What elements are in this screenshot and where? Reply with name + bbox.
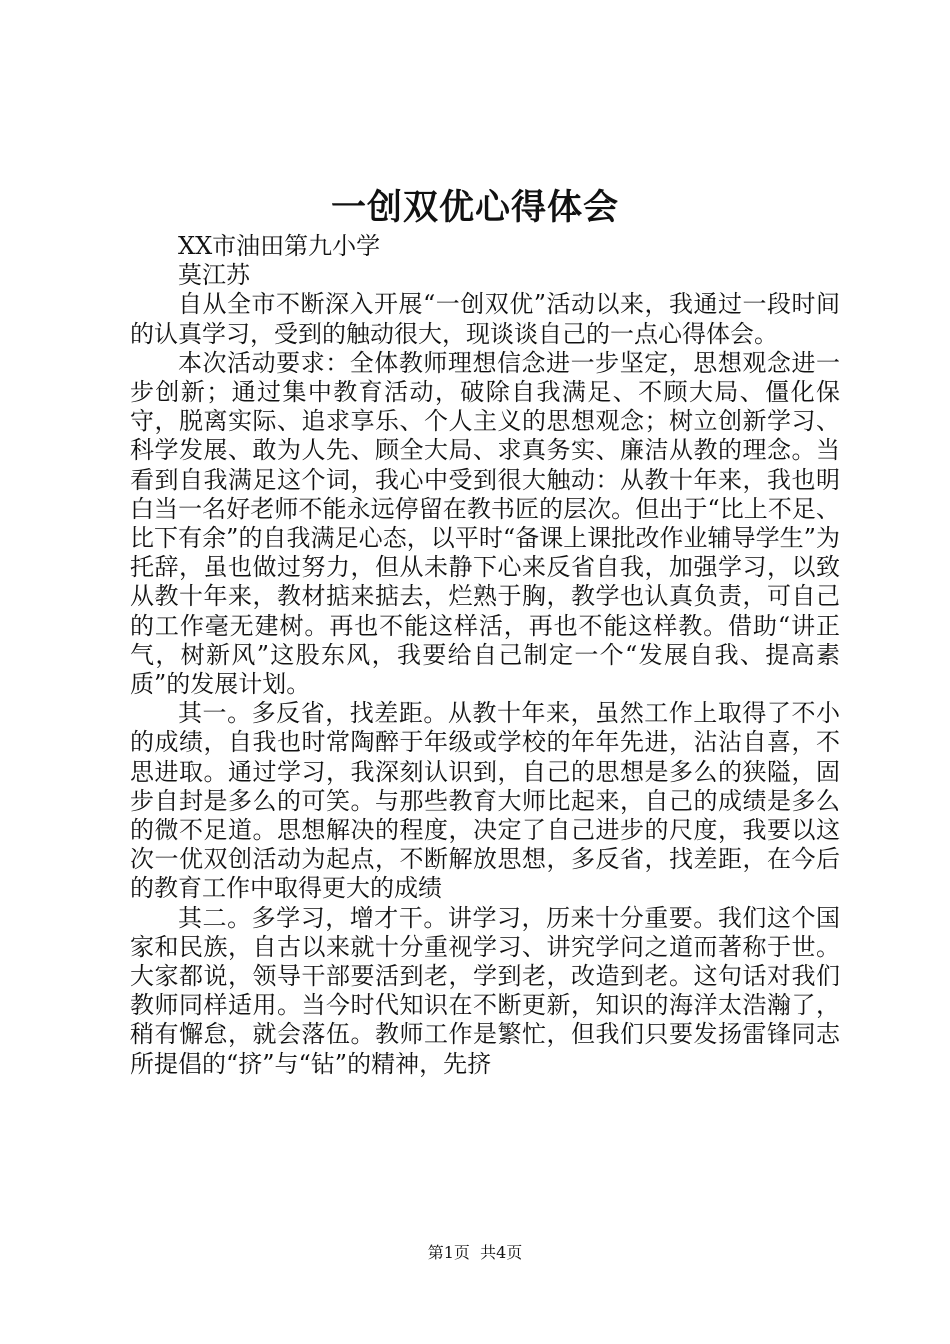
paragraph: 其二。多学习，增才干。讲学习，历来十分重要。我们这个国家和民族，自古以来就十分重视学习、讲究学问之道而著称于世。大家都说，领导干部要活到老，学到老，改造到老。这句话对我们教师同样适用。当今时代知识在不断更新，知识的海洋太浩瀚了，稍有懈怠，就会落伍。教师工作是繁忙，但我们只要发扬雷锋同志所提倡的“挤”与“钻”的精神，先挤: [130, 903, 840, 1078]
page-footer: [0, 1242, 950, 1264]
document-body: [130, 232, 840, 1079]
school-line: XX市油田第九小学: [178, 232, 381, 260]
page-total: 共4页: [480, 1243, 523, 1262]
document-title: 一创双优心得体会: [330, 187, 619, 228]
paragraph: 本次活动要求：全体教师理想信念进一步坚定，思想观念进一步创新；通过集中教育活动，破除自我满足、不顾大局、僵化保守，脱离实际、追求享乐、个人主义的思想观念；树立创新学习、科学发展、敢为人先、顾全大局、求真务实、廉洁从教的理念。当看到自我满足这个词，我心中受到很大触动：从教十年来，我也明白当一名好老师不能永远停留在教书匠的层次。但出于“比上不足、比下有余”的自我满足心态，以平时“备课上课批改作业辅导学生”为托辞，虽也做过努力，但从未静下心来反省自我，加强学习，以致从教十年来，教材掂来掂去，烂熟于胸，教学也认真负责，可自己的工作毫无建树。再也不能这样活，再也不能这样教。借助“讲正气，树新风”这股东风，我要给自己制定一个“发展自我、提高素质”的发展计划。: [130, 348, 840, 699]
paragraph: 自从全市不断深入开展“一创双优”活动以来，我通过一段时间的认真学习，受到的触动很大，现谈谈自己的一点心得体会。: [130, 290, 840, 348]
paragraph: 其一。多反省，找差距。从教十年来，虽然工作上取得了不小的成绩，自我也时常陶醉于年级或学校的年年先进，沾沾自喜，不思进取。通过学习，我深刻认识到，自己的思想是多么的狭隘，固步自封是多么的可笑。与那些教育大师比起来，自己的成绩是多么的微不足道。思想解决的程度，决定了自己进步的尺度，我要以这次一优双创活动为起点，不断解放思想，多反省，找差距，在今后的教育工作中取得更大的成绩: [130, 699, 840, 903]
page-number: 第1页: [427, 1243, 470, 1262]
author-line: 莫江苏: [178, 261, 250, 290]
